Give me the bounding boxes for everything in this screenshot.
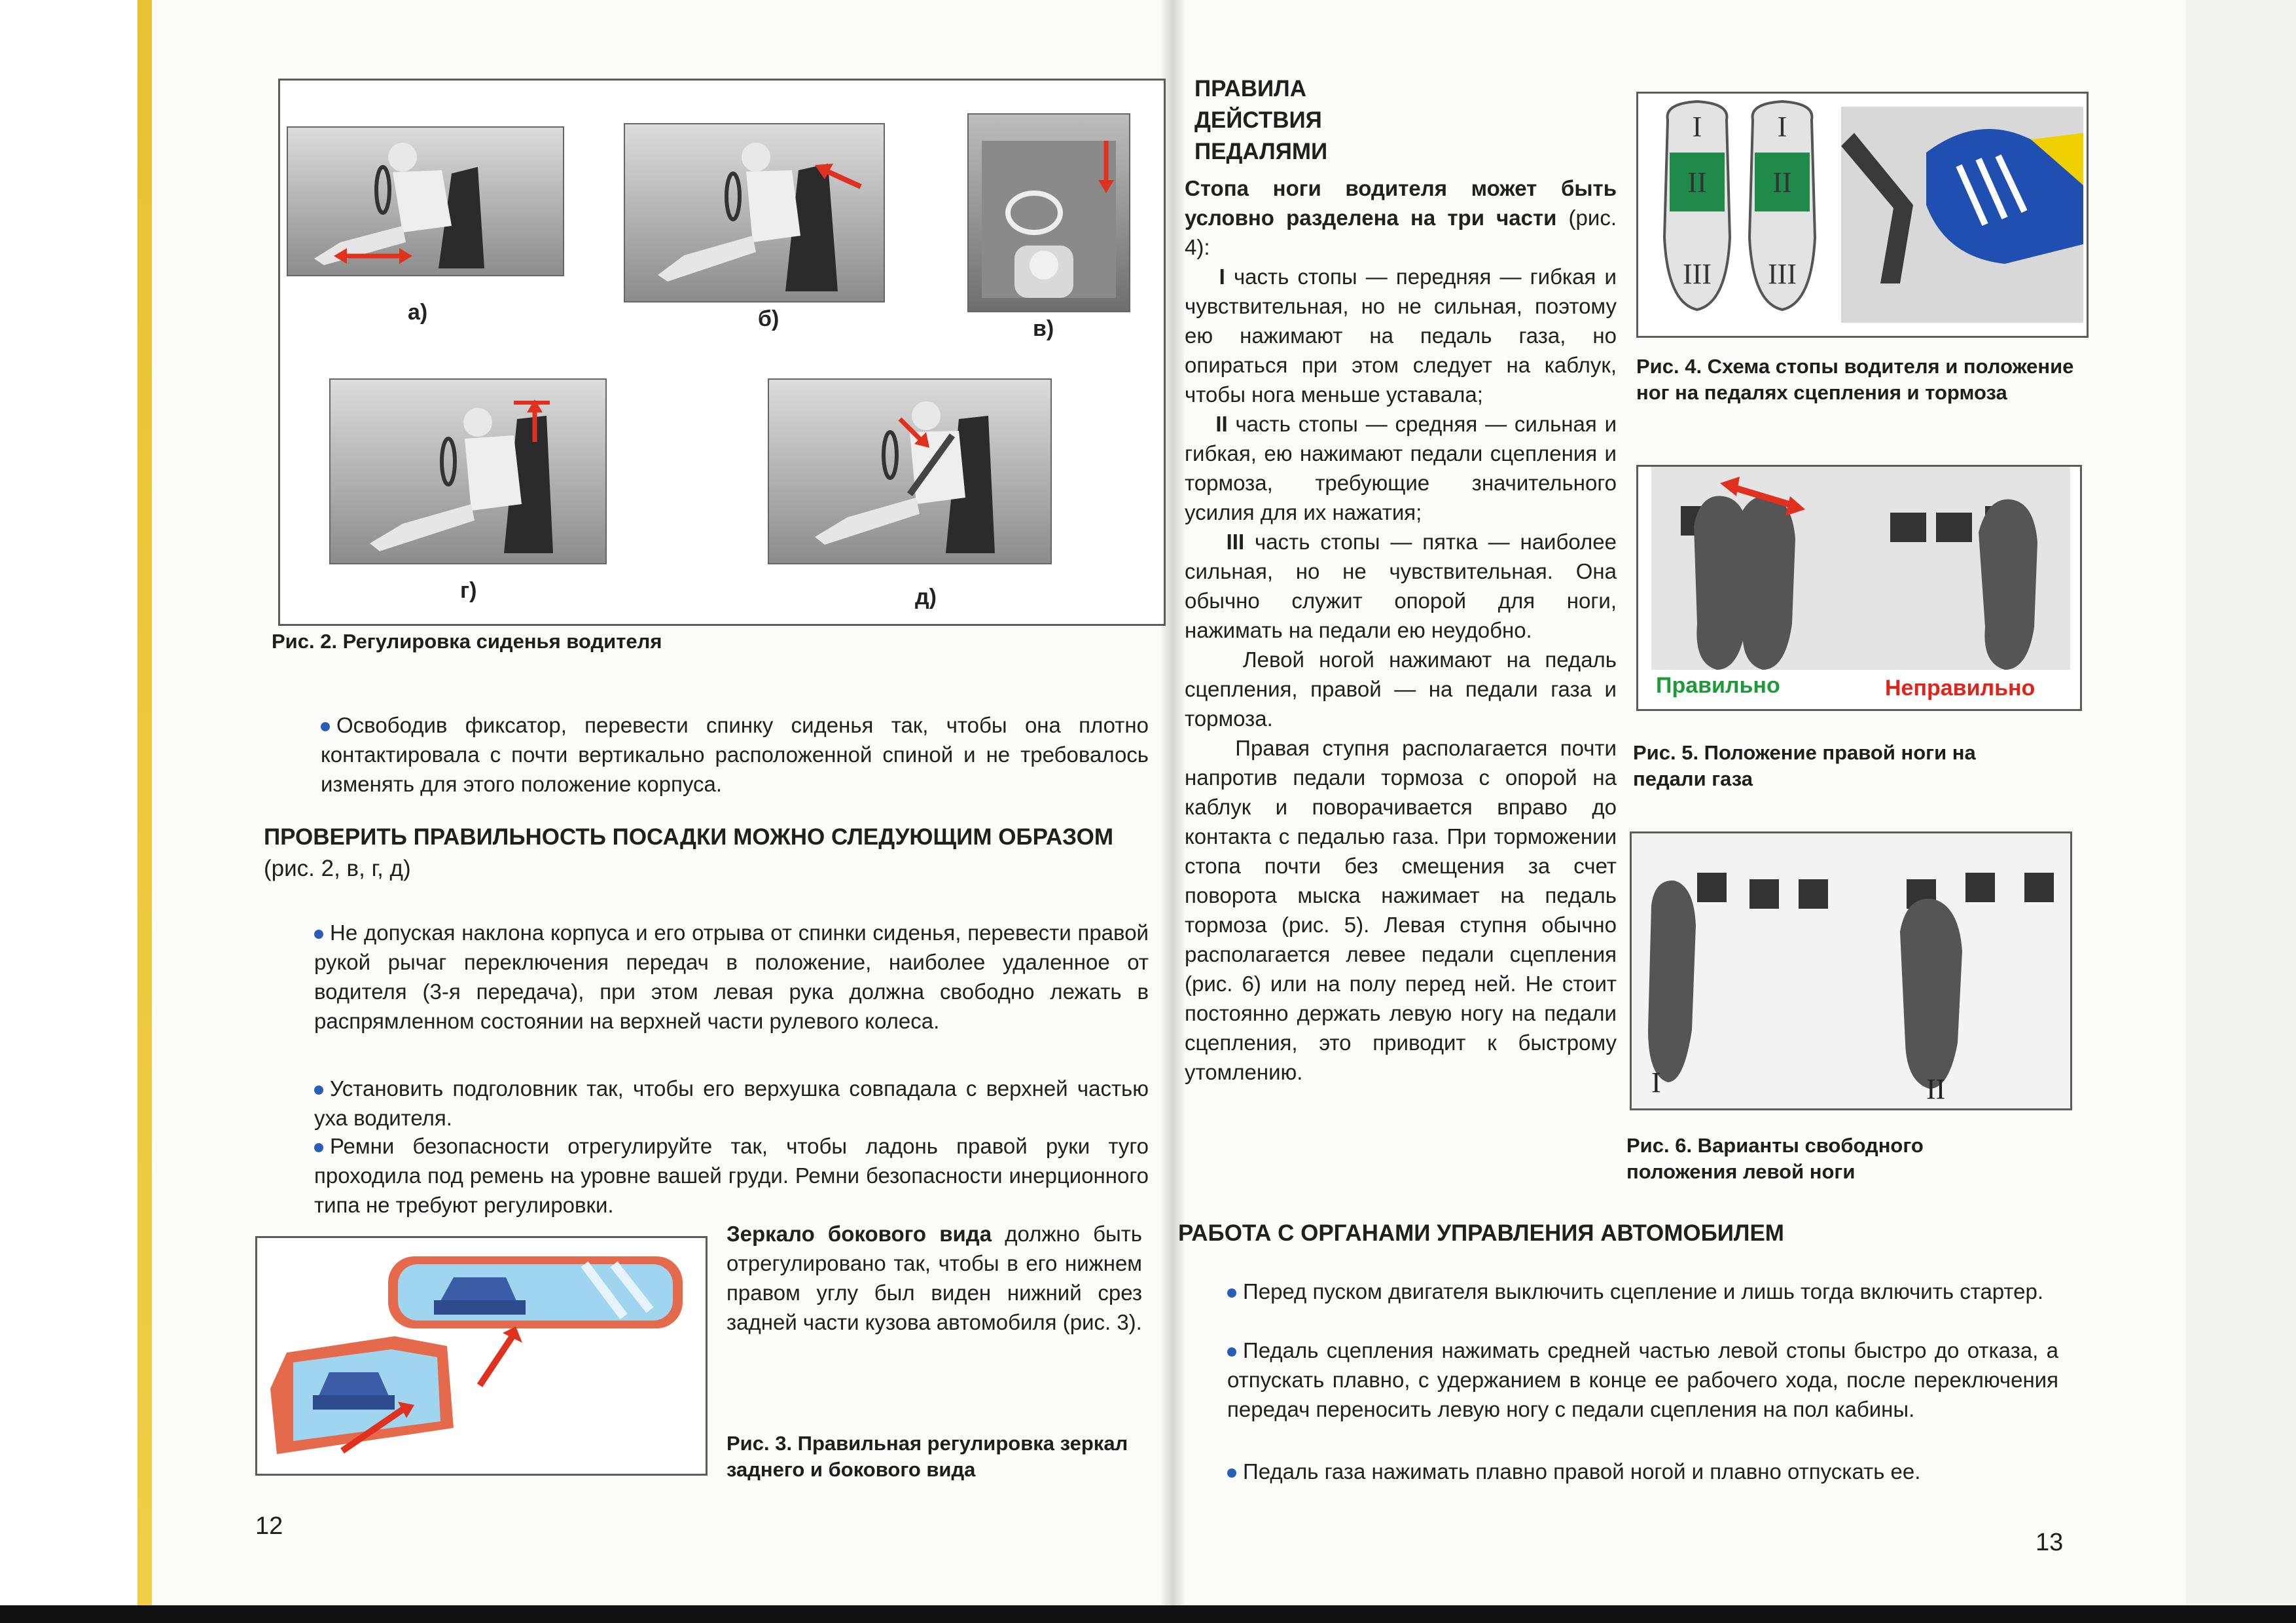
bullet-dot — [1227, 1288, 1236, 1298]
fig2-label-d: д) — [915, 585, 937, 610]
figure-2 — [278, 79, 1166, 626]
bullet-dot — [314, 1143, 323, 1152]
fig4-roman-1b: I — [1777, 111, 1787, 143]
paragraph-foot-parts: Стопа ноги водителя может быть условно разделена на три части (рис. 4): I часть стопы — передняя — гибкая и чувствительная, но не сильная, поэтому ею нажимают на педаль газа, но опираться при этом следует на каблук, чтобы нога меньше уставала; II часть стопы — средняя — сильная и гибкая, ею нажимают педали сцепления и тормоза, требующие значительного усилия для их нажатия; III часть стопы — пятка — наиболее сильная, но не чувствительная. Она обычно служит опорой для ноги, нажимать на педали ею неудобно. Левой ногой нажимают на педаль сцепления, правой — на педали газа и тормоза. Правая ступня располагается почти напротив педали тормоза с опорой на каблук и поворачивается вправо до контакта с педалью газа. При торможении стопа почти без смещения за счет поворота мыска нажимает на педаль тормоза (рис. 5). Левая ступня обычно располагается левее педали сцепления (рис. 6) или на полу перед ней. Не стоит постоянно держать левую ногу на педали сцепления, это приводит к быстрому утомлению. — [1185, 176, 1617, 1084]
fig2-label-v: в) — [1033, 316, 1054, 341]
scan-bottom-band — [0, 1605, 2296, 1623]
illustration-seat-g — [329, 378, 607, 564]
figure-6 — [1630, 831, 2072, 1110]
book-edge — [137, 0, 152, 1623]
paragraph-backrest: Освободив фиксатор, перевести спинку сиденья так, чтобы она плотно контактировала с почти вертикально расположенной спиной и не требовалось изменять для этого положение корпуса. — [321, 713, 1149, 796]
paragraph-mirror: Зеркало бокового вида должно быть отрегулировано так, чтобы в его нижнем правом углу был виден нижний срез задней части кузова автомобиля (рис. 3). — [726, 1222, 1143, 1334]
fig6-label-1: I — [1651, 1067, 1661, 1099]
heading-controls: РАБОТА С ОРГАНАМИ УПРАВЛЕНИЯ АВТОМОБИЛЕМ — [1178, 1220, 1784, 1246]
fig5-caption: Рис. 5. Положение правой ноги на педали газа — [1633, 741, 1976, 790]
fig4-roman-2b: II — [1772, 166, 1792, 198]
fig2-label-b: б) — [758, 306, 780, 331]
illustration-seat-d — [768, 378, 1052, 564]
page-number-left: 12 — [255, 1512, 283, 1540]
figure-4 — [1636, 92, 2089, 338]
fig5-label-wrong: Неправильно — [1885, 676, 2036, 701]
page-number-right: 13 — [2036, 1529, 2064, 1556]
bullet-item: Педаль газа нажимать плавно правой ногой и плавно отпускать ее. — [1227, 1457, 2058, 1486]
heading-check-posture: ПРОВЕРИТЬ ПРАВИЛЬНОСТЬ ПОСАДКИ МОЖНО СЛЕДУЮЩИМ ОБРАЗОМ (рис. 2, в, г, д) — [264, 824, 1113, 881]
bullet-item: Педаль сцепления нажимать средней частью левой стопы быстро до отказа, а отпускать плавно, с удержанием в конце ее рабочего хода, после переключения передач переносить левую ногу с педали сцепления на пол кабины. — [1227, 1338, 2058, 1421]
bullet-item: Установить подголовник так, чтобы его верхушка совпадала с верхней частью уха водителя. — [314, 1076, 1149, 1130]
fig6-caption: Рис. 6. Варианты свободного положения левой ноги — [1626, 1134, 1924, 1183]
bullet-dot — [1227, 1347, 1236, 1357]
figure-3 — [255, 1236, 708, 1476]
illustration-seat-v — [967, 113, 1130, 312]
bullet-dot — [321, 722, 330, 731]
bullet-dot — [1227, 1468, 1236, 1478]
illustration-seat-b — [624, 123, 885, 302]
fig4-roman-3: III — [1683, 258, 1712, 290]
fig2-label-a: а) — [408, 300, 428, 325]
fig5-label-correct: Правильно — [1656, 673, 1780, 698]
bullet-item: Ремни безопасности отрегулируйте так, чтобы ладонь правой руки туго проходила под ремень на уровне вашей груди. Ремни безопасности инерционного типа не требуют регулировки. — [314, 1134, 1149, 1217]
illustration-seat-a — [287, 126, 564, 276]
fig3-caption: Рис. 3. Правильная регулировка зеркал заднего и бокового вида — [726, 1432, 1128, 1481]
fig2-caption: Рис. 2. Регулировка сиденья водителя — [272, 630, 662, 653]
fig4-roman-3b: III — [1768, 258, 1797, 290]
bullet-item: Перед пуском двигателя выключить сцепление и лишь тогда включить стартер. — [1227, 1277, 2058, 1306]
fig2-label-g: г) — [460, 578, 477, 603]
fig4-caption: Рис. 4. Схема стопы водителя и положение ног на педалях сцепления и тормоза — [1636, 355, 2074, 404]
fig4-roman-1: I — [1692, 111, 1702, 143]
fig6-label-2: II — [1926, 1073, 1946, 1105]
bullet-dot — [314, 1085, 323, 1095]
fig4-roman-2: II — [1687, 166, 1707, 198]
bullet-dot — [314, 930, 323, 939]
heading-pedals: ПРАВИЛА ДЕЙСТВИЯ ПЕДАЛЯМИ — [1194, 76, 1328, 164]
scan-background — [0, 0, 137, 1623]
bullet-item: Не допуская наклона корпуса и его отрыва от спинки сиденья, перевести правой рукой рычаг переключения передач в положение, наиболее удаленное от водителя (3-я передача), при этом левая рука должна свободно лежать в распрямленном состоянии на верхней части рулевого колеса. — [314, 921, 1149, 1033]
